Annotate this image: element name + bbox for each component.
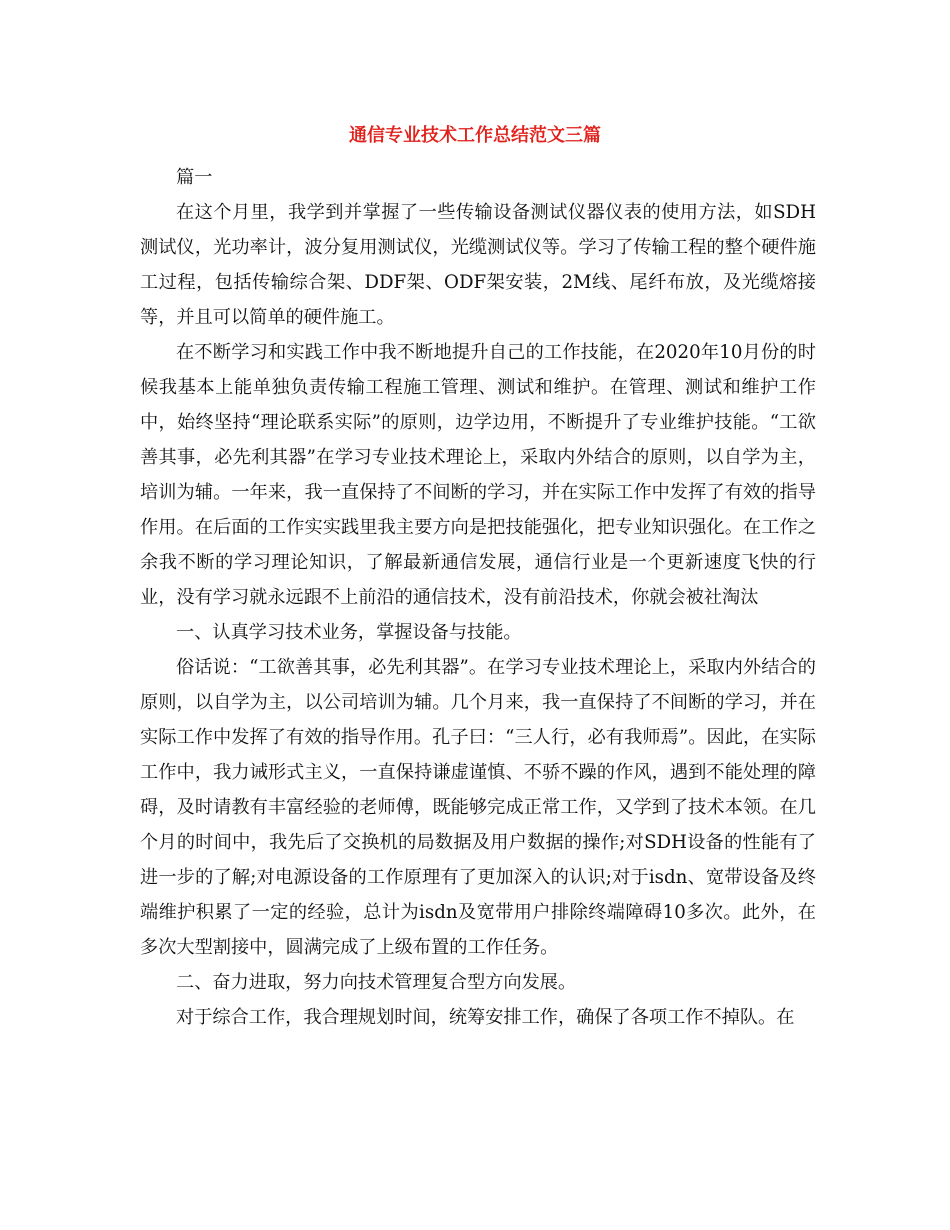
paragraph: 对于综合工作，我合理规划时间，统筹安排工作，确保了各项工作不掉队。在 [176,1007,795,1028]
section-heading: 一、认真学习技术业务，掌握设备与技能。 [176,622,522,643]
paragraph: 俗话说：“工欲善其事，必先利其器”。在学习专业技术理论上，采取内外结合的原则，以自学为主，以公司培训为辅。几个月来，我一直保持了不间断的学习，并在实际工作中发挥了有效的指导作用。孔子曰：“三人行，必有我师焉”。因此，在实际工作中，我力诫形式主义，一直保持谦虚谨慎、不骄不躁的作风，遇到不能处理的障碍，及时请教有丰富经验的老师傅，既能够完成正常工作，又学到了技术本领。在几个月的时间中，我先后了交换机的局数据及用户数据的操作;对SDH设备的性能有了进一步的了解;对电源设备的工作原理有了更加深入的认识;对于isdn、宽带设备及终端维护积累了一定的经验，总计为isdn及宽带用户排除终端障碍10多次。此外，在多次大型割接中，圆满完成了上级布置的工作任务。 [140,657,816,958]
section-label: 篇一 [176,167,213,188]
paragraph: 在不断学习和实践工作中我不断地提升自己的工作技能，在2020年10月份的时候我基本上能单独负责传输工程施工管理、测试和维护。在管理、测试和维护工作中，始终坚持“理论联系实际”的原则，边学边用，不断提升了专业维护技能。“工欲善其事，必先利其器”在学习专业技术理论上，采取内外结合的原则，以自学为主，培训为辅。一年来，我一直保持了不间断的学习，并在实际工作中发挥了有效的指导作用。在后面的工作实实践里我主要方向是把技能强化，把专业知识强化。在工作之余我不断的学习理论知识，了解最新通信发展，通信行业是一个更新速度飞快的行业，没有学习就永远跟不上前沿的通信技术，没有前沿技术，你就会被社淘汰 [140,342,816,608]
document-title: 通信专业技术工作总结范文三篇 [349,125,601,146]
section-heading: 二、奋力进取，努力向技术管理复合型方向发展。 [176,972,577,993]
document-body [140,160,816,1035]
paragraph: 在这个月里，我学到并掌握了一些传输设备测试仪器仪表的使用方法，如SDH测试仪，光功率计，波分复用测试仪，光缆测试仪等。学习了传输工程的整个硬件施工过程，包括传输综合架、DDF架、ODF架安装，2M线、尾纤布放，及光缆熔接等，并且可以简单的硬件施工。 [140,202,816,328]
